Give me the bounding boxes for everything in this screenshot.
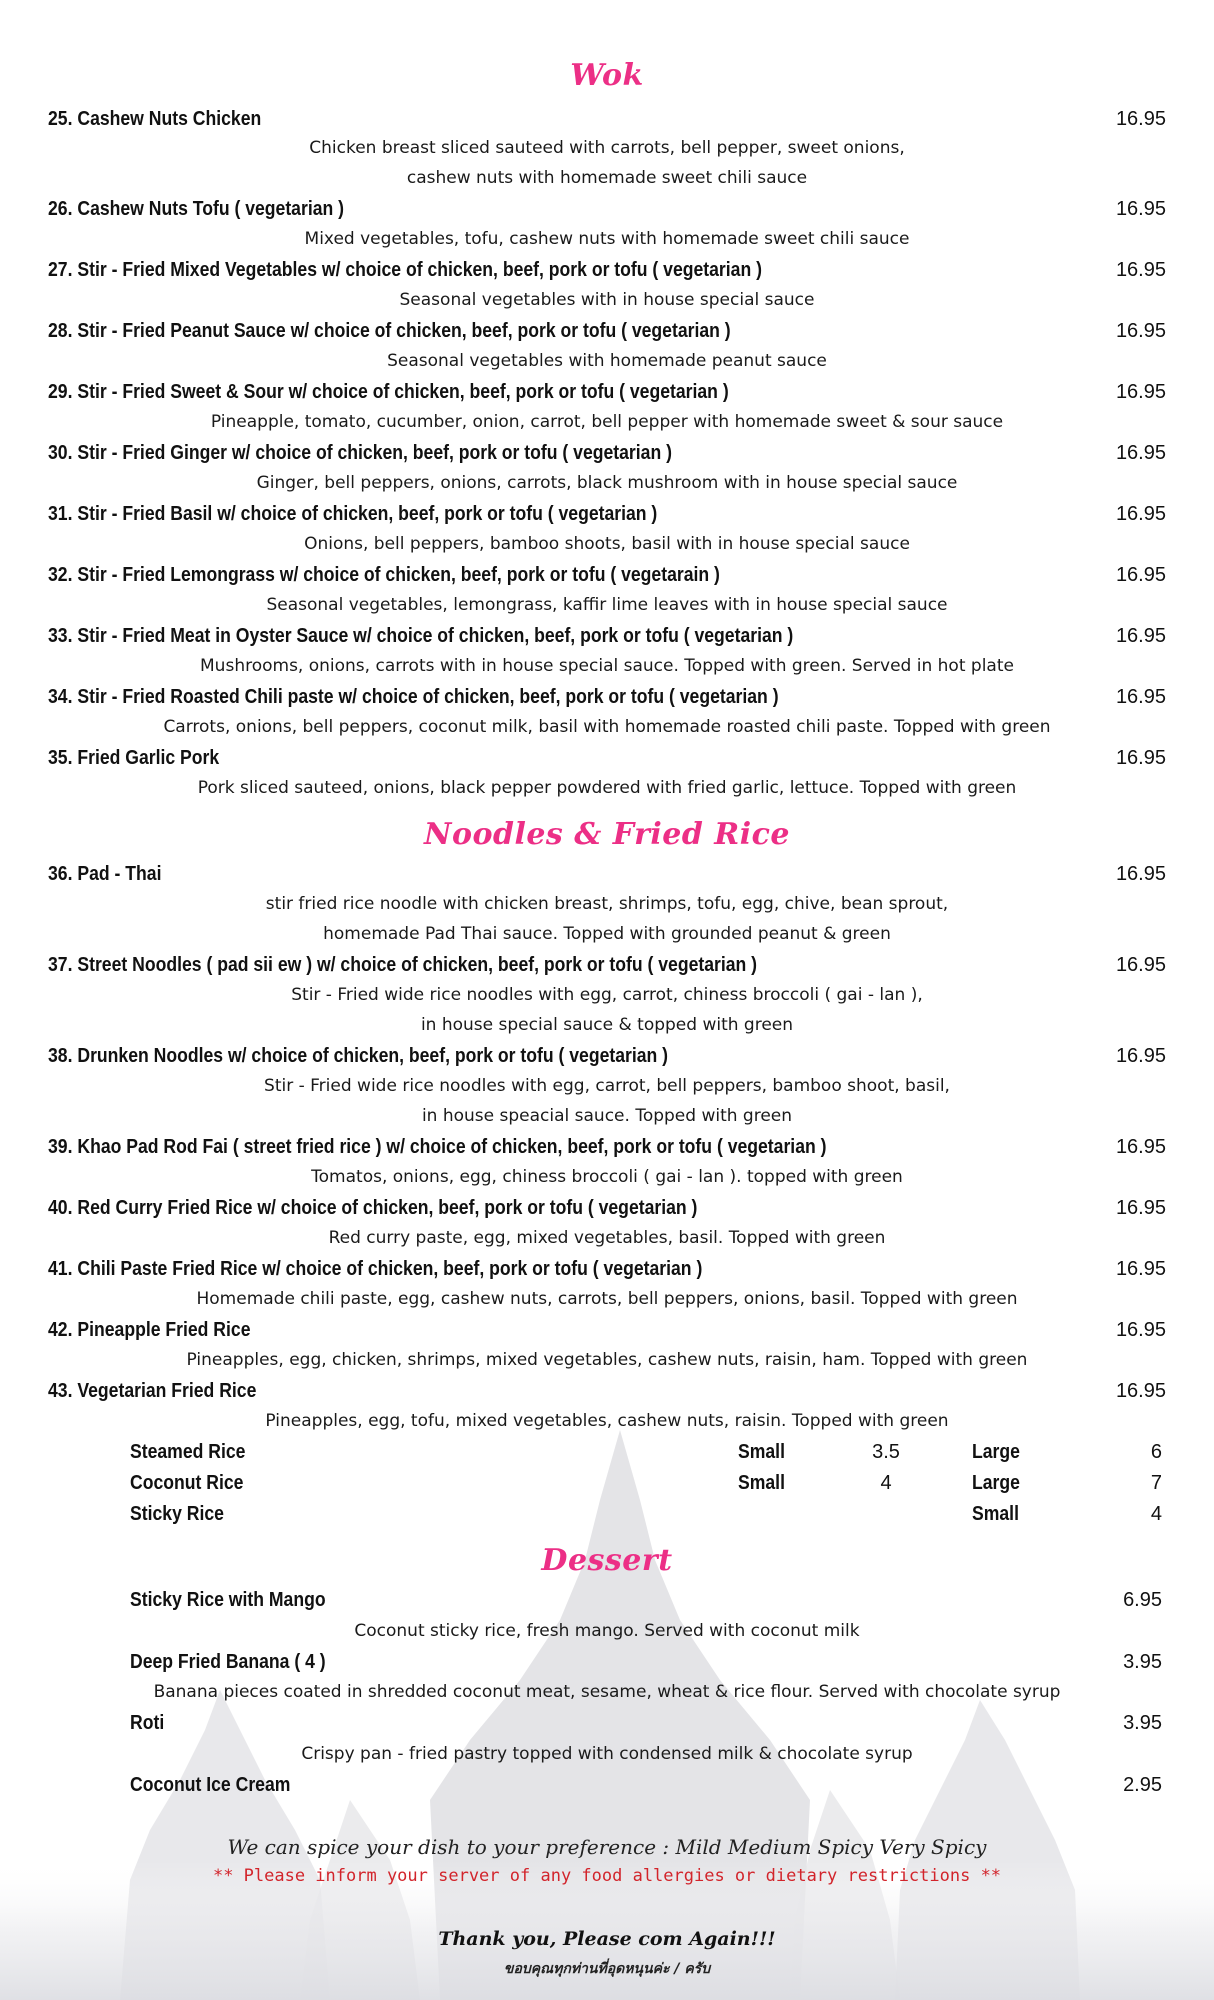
dessert-item-name: Coconut Ice Cream: [130, 1774, 291, 1796]
menu-item-description: cashew nuts with homemade sweet chili sauce: [406, 168, 808, 188]
side-small-price: 3.5: [872, 1441, 900, 1463]
menu-item-price: 16.95: [1115, 863, 1166, 885]
dessert-item-description: Banana pieces coated in shredded coconut meat, sesame, wheat & rice flour. Served with chocolate syrup: [153, 1682, 1061, 1702]
menu-item-name: 25. Cashew Nuts Chicken: [48, 108, 262, 130]
menu-item-price: 16.95: [1115, 1258, 1166, 1280]
menu-item-name: 41. Chili Paste Fried Rice w/ choice of chicken, beef, pork or tofu ( vegetarian ): [48, 1258, 703, 1280]
dessert-item-description: Crispy pan - fried pastry topped with condensed milk & chocolate syrup: [301, 1744, 913, 1764]
menu-item-description: Red curry paste, egg, mixed vegetables, basil. Topped with green: [328, 1228, 886, 1248]
menu-item-description: Chicken breast sliced sauteed with carrots, bell pepper, sweet onions,: [309, 138, 905, 158]
menu-item-description: Seasonal vegetables, lemongrass, kaffir lime leaves with in house special sauce: [266, 595, 948, 615]
thai-thank-you: ขอบคุณทุกท่านที่อุดหนุนค่ะ / ครับ: [503, 1961, 711, 1977]
dessert-item-price: 2.95: [1123, 1774, 1162, 1796]
menu-item-name: 33. Stir - Fried Meat in Oyster Sauce w/ choice of chicken, beef, pork or tofu ( vegetarian ): [48, 625, 794, 647]
side-large-price: 7: [1150, 1472, 1162, 1494]
menu-item-price: 16.95: [1115, 442, 1166, 464]
menu-item-description: Mushrooms, onions, carrots with in house special sauce. Topped with green. Served in hot plate: [200, 656, 1014, 676]
menu-item-name: 32. Stir - Fried Lemongrass w/ choice of chicken, beef, pork or tofu ( vegetarain ): [48, 564, 720, 586]
menu-item-price: 16.95: [1115, 686, 1166, 708]
side-item-name: Coconut Rice: [130, 1472, 244, 1494]
dessert-item-description: Coconut sticky rice, fresh mango. Served with coconut milk: [354, 1621, 860, 1641]
menu-item-name: 43. Vegetarian Fried Rice: [48, 1380, 257, 1402]
menu-item-price: 16.95: [1115, 1319, 1166, 1341]
menu-item-price: 16.95: [1115, 1197, 1166, 1219]
menu-item-price: 16.95: [1115, 1045, 1166, 1067]
allergy-notice: ** Please inform your server of any food allergies or dietary restrictions **: [212, 1866, 1002, 1886]
menu-item-description: Pineapples, egg, chicken, shrimps, mixed vegetables, cashew nuts, raisin, ham. Topped with green: [186, 1350, 1028, 1370]
menu-item-price: 16.95: [1115, 747, 1166, 769]
menu-item-description: Stir - Fried wide rice noodles with egg, carrot, chiness broccoli ( gai - lan ),: [291, 985, 923, 1005]
menu-item-price: 16.95: [1115, 381, 1166, 403]
dessert-item-name: Sticky Rice with Mango: [130, 1589, 326, 1611]
dessert-item-price: 6.95: [1123, 1589, 1162, 1611]
side-large-price: 6: [1150, 1441, 1162, 1463]
dessert-item-name: Deep Fried Banana ( 4 ): [130, 1651, 326, 1673]
menu-item-name: 39. Khao Pad Rod Fai ( street fried rice ) w/ choice of chicken, beef, pork or tofu ( vegetarian ): [48, 1136, 827, 1158]
menu-item-name: 42. Pineapple Fried Rice: [48, 1319, 251, 1341]
menu-item-description: Carrots, onions, bell peppers, coconut milk, basil with homemade roasted chili paste. Topped with green: [163, 717, 1051, 737]
dessert-item-name: Roti: [130, 1712, 165, 1734]
menu-item-name: 26. Cashew Nuts Tofu ( vegetarian ): [48, 198, 345, 220]
side-small-label: Small: [972, 1503, 1019, 1525]
side-item-name: Steamed Rice: [130, 1441, 246, 1463]
menu-item-description: stir fried rice noodle with chicken breast, shrimps, tofu, egg, chive, bean sprout,: [265, 894, 949, 914]
menu-item-price: 16.95: [1115, 1136, 1166, 1158]
menu-item-description: Pork sliced sauteed, onions, black pepper powdered with fried garlic, lettuce. Topped with green: [197, 778, 1017, 798]
side-large-label: Large: [972, 1441, 1020, 1463]
menu-item-price: 16.95: [1115, 1380, 1166, 1402]
menu-item-price: 16.95: [1115, 503, 1166, 525]
menu-item-name: 34. Stir - Fried Roasted Chili paste w/ choice of chicken, beef, pork or tofu ( vegetarian ): [48, 686, 779, 708]
menu-item-description: Stir - Fried wide rice noodles with egg, carrot, bell peppers, bamboo shoot, basil,: [264, 1076, 950, 1096]
side-small-price: 4: [1150, 1503, 1162, 1525]
menu-item-name: 28. Stir - Fried Peanut Sauce w/ choice of chicken, beef, pork or tofu ( vegetarian ): [48, 320, 731, 342]
menu-item-name: 31. Stir - Fried Basil w/ choice of chicken, beef, pork or tofu ( vegetarian ): [48, 503, 658, 525]
menu-item-price: 16.95: [1115, 564, 1166, 586]
menu-item-description: Seasonal vegetables with homemade peanut sauce: [387, 351, 827, 371]
menu-item-description: Homemade chili paste, egg, cashew nuts, carrots, bell peppers, onions, basil. Topped with green: [196, 1289, 1018, 1309]
menu-item-name: 36. Pad - Thai: [48, 863, 162, 885]
menu-item-name: 29. Stir - Fried Sweet & Sour w/ choice of chicken, beef, pork or tofu ( vegetarian ): [48, 381, 729, 403]
menu-item-description: Onions, bell peppers, bamboo shoots, basil with in house special sauce: [304, 534, 910, 554]
menu-item-name: 38. Drunken Noodles w/ choice of chicken, beef, pork or tofu ( vegetarian ): [48, 1045, 669, 1067]
section-title-dessert: Dessert: [541, 1543, 673, 1578]
menu-item-name: 35. Fried Garlic Pork: [48, 747, 220, 769]
menu-item-price: 16.95: [1115, 198, 1166, 220]
menu-item-description: Tomatos, onions, egg, chiness broccoli ( gai - lan ). topped with green: [311, 1167, 903, 1187]
menu-item-description: in house special sauce & topped with green: [420, 1015, 794, 1035]
menu-item-description: Pineapples, egg, tofu, mixed vegetables, cashew nuts, raisin. Topped with green: [265, 1411, 949, 1431]
menu-item-price: 16.95: [1115, 320, 1166, 342]
menu-item-name: 40. Red Curry Fried Rice w/ choice of chicken, beef, pork or tofu ( vegetarian ): [48, 1197, 698, 1219]
spice-preference-note: We can spice your dish to your preference : Mild Medium Spicy Very Spicy: [227, 1835, 987, 1859]
side-small-label: Small: [738, 1441, 785, 1463]
side-small-label: Small: [738, 1472, 785, 1494]
menu-item-description: Ginger, bell peppers, onions, carrots, black mushroom with in house special sauce: [256, 473, 958, 493]
side-item-name: Sticky Rice: [130, 1503, 224, 1525]
menu-item-description: Seasonal vegetables with in house special sauce: [399, 290, 815, 310]
menu-item-name: 30. Stir - Fried Ginger w/ choice of chicken, beef, pork or tofu ( vegetarian ): [48, 442, 672, 464]
menu-item-name: 37. Street Noodles ( pad sii ew ) w/ choice of chicken, beef, pork or tofu ( vegetarian ): [48, 954, 758, 976]
menu-item-description: Pineapple, tomato, cucumber, onion, carrot, bell pepper with homemade sweet & sour sauce: [210, 412, 1004, 432]
menu-item-description: homemade Pad Thai sauce. Topped with grounded peanut & green: [323, 924, 891, 944]
dessert-item-price: 3.95: [1123, 1651, 1162, 1673]
menu-item-price: 16.95: [1115, 259, 1166, 281]
menu-item-price: 16.95: [1115, 954, 1166, 976]
section-title-wok: Wok: [570, 58, 644, 93]
section-title-noodles: Noodles & Fried Rice: [424, 817, 790, 852]
menu-item-price: 16.95: [1115, 108, 1166, 130]
menu-item-name: 27. Stir - Fried Mixed Vegetables w/ choice of chicken, beef, pork or tofu ( vegetarian ): [48, 259, 762, 281]
menu-item-price: 16.95: [1115, 625, 1166, 647]
dessert-item-price: 3.95: [1123, 1712, 1162, 1734]
menu-item-description: in house speacial sauce. Topped with green: [421, 1106, 793, 1126]
thank-you-message: Thank you, Please com Again!!!: [438, 1928, 776, 1950]
side-large-label: Large: [972, 1472, 1020, 1494]
side-small-price: 4: [880, 1472, 892, 1494]
menu-item-description: Mixed vegetables, tofu, cashew nuts with homemade sweet chili sauce: [304, 229, 910, 249]
